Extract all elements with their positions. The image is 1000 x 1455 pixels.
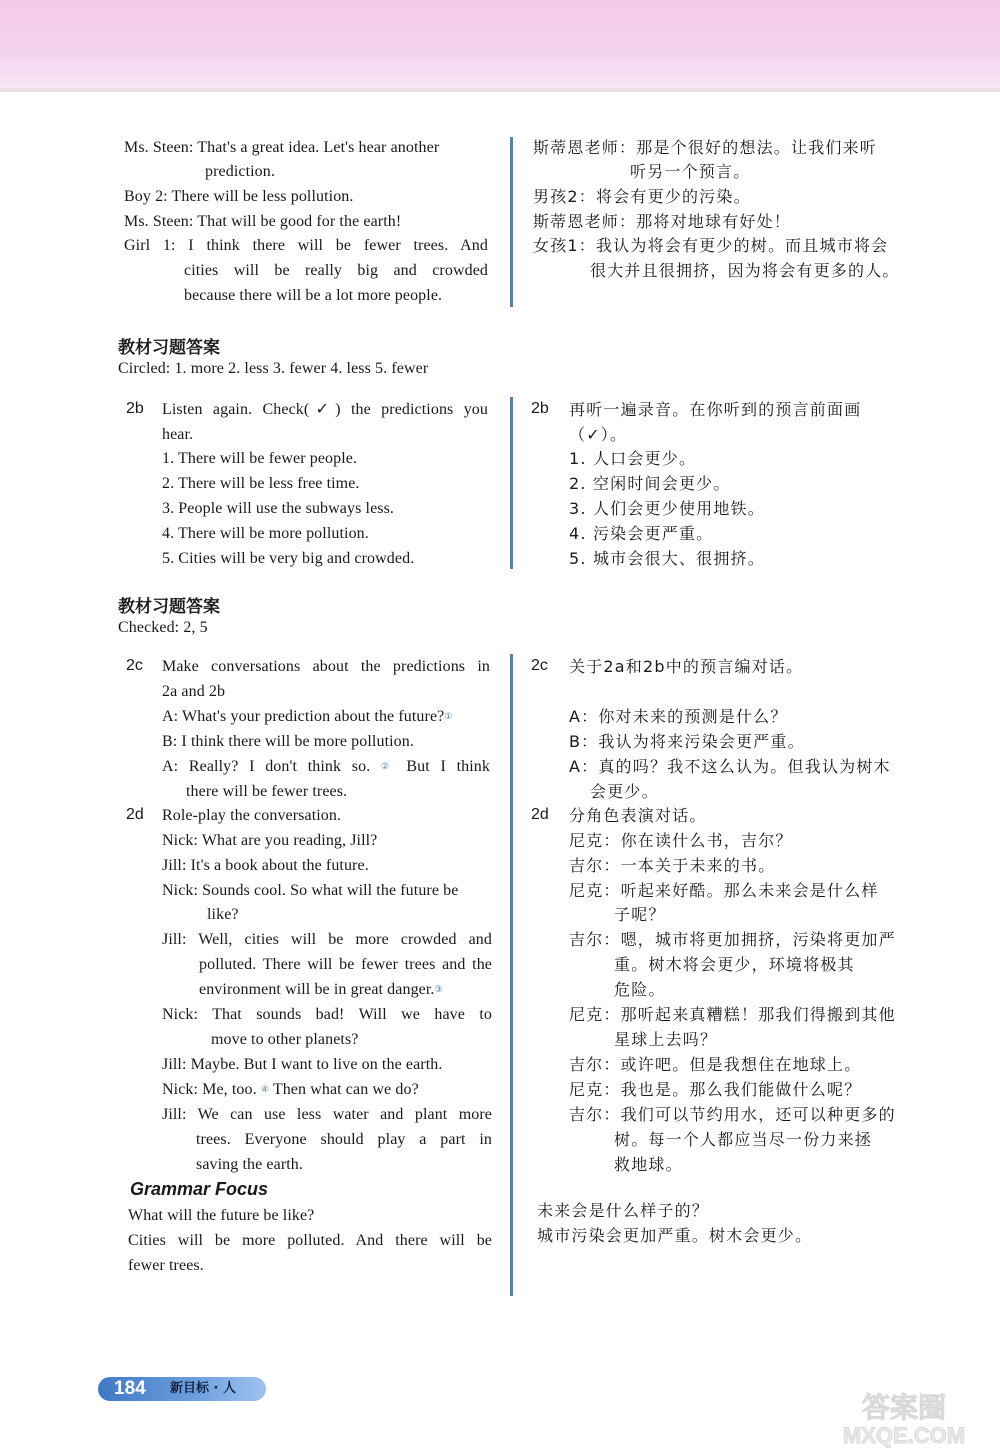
dialogue-line: Nick: What are you reading, Jill?	[162, 832, 378, 849]
note-marker: ④	[260, 1085, 270, 1095]
translation-line: 尼克：我也是。那么我们能做什么呢？	[569, 1080, 862, 1099]
translation-line: 危险。	[614, 980, 666, 999]
exercise-number: 2b	[126, 400, 144, 417]
instruction: Role-play the conversation.	[162, 807, 342, 824]
translation-line: 吉尔：或许吧。但是我想住在地球上。	[569, 1055, 862, 1074]
dialogue-line	[162, 1080, 419, 1100]
translation-line: 斯蒂恩老师：那将对地球有好处！	[533, 212, 792, 231]
dialogue-text: Nick: Me, too.	[162, 1081, 257, 1098]
note-marker: ③	[434, 985, 443, 995]
list-item: 2. 空闲时间会更少。	[569, 474, 731, 493]
instruction: 2a and 2b	[162, 683, 226, 700]
list-item: 2. There will be less free time.	[162, 475, 360, 492]
section-title: Grammar Focus	[130, 1179, 269, 1199]
translation-line: 重。树木将会更少，环境将极其	[614, 955, 855, 974]
translation-line: 男孩2：将会有更少的污染。	[533, 187, 751, 206]
instruction: hear.	[162, 426, 194, 443]
translation-line: 女孩1：我认为将会有更少的树。而且城市将会	[533, 236, 889, 255]
dialogue-line: trees. Everyone should play a part in	[196, 1131, 492, 1148]
translation-line: 未来会是什么样子的？	[537, 1201, 710, 1220]
dialogue-line	[199, 980, 443, 1000]
list-item: 1. 人口会更少。	[569, 449, 697, 468]
grammar-line: What will the future be like?	[128, 1207, 315, 1224]
exercise-number: 2c	[126, 657, 143, 674]
translation-line: 会更少。	[590, 782, 659, 801]
translation-line: 树。每一个人都应当尽一份力来拯	[614, 1130, 873, 1149]
list-item: 3. People will use the subways less.	[162, 500, 395, 517]
note-marker: ②	[380, 762, 396, 772]
list-item: 3. 人们会更少使用地铁。	[569, 499, 765, 518]
dialogue-line: move to other planets?	[211, 1031, 359, 1048]
exercise-number: 2c	[531, 657, 548, 674]
dialogue-line: Ms. Steen: That's a great idea. Let's hear another	[124, 139, 440, 156]
instruction: Make conversations about the predictions in	[162, 658, 490, 675]
dialogue-text: A: Really? I don't think so.	[162, 758, 371, 775]
translation-line: 吉尔：一本关于未来的书。	[569, 856, 776, 875]
dialogue-line: like?	[207, 906, 239, 923]
column-divider	[510, 137, 513, 307]
dialogue-line: Jill: Maybe. But I want to live on the earth.	[162, 1056, 443, 1073]
translation-line: 关于2a和2b中的预言编对话。	[569, 657, 804, 676]
dialogue-line: Girl 1: I think there will be fewer trees. And	[124, 237, 488, 254]
translation-line: 尼克：那听起来真糟糕！那我们得搬到其他	[569, 1005, 896, 1024]
translation-line: 斯蒂恩老师：那是个很好的想法。让我们来听	[533, 138, 878, 157]
instruction: Listen again. Check(✓) the predictions you	[162, 401, 488, 418]
translation-line: 听另一个预言。	[630, 162, 751, 181]
translation-line: 子呢？	[614, 905, 666, 924]
dialogue-line: prediction.	[205, 163, 275, 180]
dialogue-line: Jill: We can use less water and plant more	[162, 1106, 492, 1123]
header-band	[0, 0, 1000, 88]
translation-line: 很大并且很拥挤，因为将会有更多的人。	[590, 261, 900, 280]
answers-heading: 教材习题答案	[118, 597, 220, 617]
answers-text: Checked: 2, 5	[118, 619, 208, 636]
translation-line: （✓）。	[569, 425, 628, 444]
dialogue-line: Jill: Well, cities will be more crowded and	[162, 931, 492, 948]
exercise-number: 2d	[531, 806, 549, 823]
dialogue-line: B: I think there will be more pollution.	[162, 733, 414, 750]
dialogue-line: Nick: Sounds cool. So what will the future be	[162, 882, 459, 899]
translation-line: 星球上去吗？	[614, 1030, 718, 1049]
list-item: 4. There will be more pollution.	[162, 525, 369, 542]
translation-line: A：你对未来的预测是什么？	[569, 707, 788, 726]
dialogue-line: Nick: That sounds bad! Will we have to	[162, 1006, 492, 1023]
note-marker: ①	[444, 712, 453, 722]
dialogue-line: saving the earth.	[196, 1156, 303, 1173]
grammar-line: fewer trees.	[128, 1257, 204, 1274]
translation-line: 吉尔：我们可以节约用水，还可以种更多的	[569, 1105, 896, 1124]
dialogue-line: Ms. Steen: That will be good for the earth!	[124, 213, 402, 230]
header-divider	[0, 88, 1000, 92]
list-item: 4. 污染会更严重。	[569, 524, 714, 543]
translation-line: 尼克：听起来好酷。那么未来会是什么样	[569, 881, 879, 900]
dialogue-text: But I think	[406, 758, 490, 775]
dialogue-line	[162, 757, 490, 777]
translation-line: 尼克：你在读什么书，吉尔？	[569, 831, 793, 850]
list-item: 5. 城市会很大、很拥挤。	[569, 549, 765, 568]
translation-line: A：真的吗？我不这么认为。但我认为树木	[569, 757, 891, 776]
dialogue-line: Boy 2: There will be less pollution.	[124, 188, 354, 205]
translation-line: 城市污染会更加严重。树木会更少。	[537, 1226, 813, 1245]
dialogue-text: environment will be in great danger.	[199, 981, 435, 998]
exercise-number: 2b	[531, 400, 549, 417]
translation-line: B：我认为将来污染会更严重。	[569, 732, 805, 751]
watermark-logo	[820, 1385, 988, 1449]
answers-text: Circled: 1. more 2. less 3. fewer 4. less 5. fewer	[118, 360, 429, 377]
dialogue-text: A: What's your prediction about the future?	[162, 708, 445, 725]
grammar-line: Cities will be more polluted. And there will be	[128, 1232, 492, 1249]
column-divider	[510, 397, 513, 569]
dialogue-line: cities will be really big and crowded	[184, 262, 488, 279]
answers-heading: 教材习题答案	[118, 338, 220, 358]
book-label: 新目标 · 人	[170, 1381, 236, 1396]
dialogue-line: polluted. There will be fewer trees and the	[199, 956, 492, 973]
exercise-number: 2d	[126, 806, 144, 823]
page-number: 184	[114, 1378, 146, 1399]
list-item: 1. There will be fewer people.	[162, 450, 358, 467]
list-item: 5. Cities will be very big and crowded.	[162, 550, 415, 567]
dialogue-line: because there will be a lot more people.	[184, 287, 443, 304]
watermark-text: 答案圈	[861, 1391, 947, 1424]
dialogue-text: Then what can we do?	[272, 1081, 419, 1098]
watermark-text: MXQE.COM	[842, 1423, 966, 1448]
translation-line: 救地球。	[614, 1155, 683, 1174]
dialogue-line	[162, 707, 453, 727]
translation-line: 分角色表演对话。	[569, 806, 707, 825]
column-divider	[510, 654, 513, 1296]
dialogue-line: Jill: It's a book about the future.	[162, 857, 369, 874]
translation-line: 再听一遍录音。在你听到的预言前面画	[569, 400, 862, 419]
dialogue-line: there will be fewer trees.	[186, 783, 348, 800]
translation-line: 吉尔：嗯，城市将更加拥挤，污染将更加严	[569, 930, 896, 949]
